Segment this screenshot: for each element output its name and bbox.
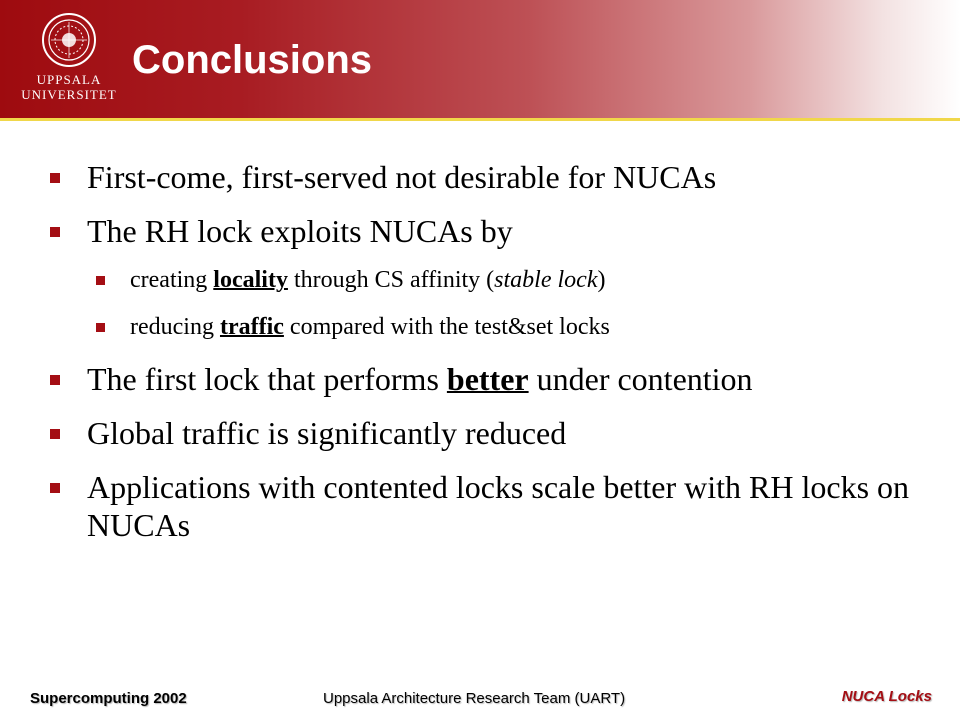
footer-conference: Supercomputing 2002 xyxy=(30,690,187,707)
square-bullet-icon xyxy=(96,276,105,285)
bullet-text: First-come, first-served not desirable for NUCAs xyxy=(87,159,717,195)
square-bullet-icon xyxy=(50,173,60,183)
bullet-item xyxy=(50,158,920,196)
bullet-item xyxy=(50,468,920,544)
bullet-text: reducing xyxy=(130,314,220,340)
square-bullet-icon xyxy=(50,375,60,385)
square-bullet-icon xyxy=(50,483,60,493)
emphasized-term: locality xyxy=(213,267,288,293)
bullet-text: creating xyxy=(130,267,214,293)
bullet-text: Global traffic is significantly reduced xyxy=(87,415,567,451)
bullet-text: compared with the test&set locks xyxy=(283,314,610,340)
bullet-text: The first lock that performs xyxy=(87,361,447,397)
italic-term: stable lock xyxy=(494,267,598,293)
sub-bullet-item xyxy=(50,313,920,341)
bullet-text: through CS affinity ( xyxy=(287,267,495,293)
bullet-text: ) xyxy=(597,267,606,293)
square-bullet-icon xyxy=(50,227,60,237)
university-seal-icon xyxy=(41,12,97,68)
slide-footer xyxy=(0,690,960,720)
emphasized-term: traffic xyxy=(219,314,284,340)
sub-bullet-item xyxy=(50,266,920,294)
footer-topic: NUCA Locks xyxy=(841,688,932,705)
bullet-item xyxy=(50,212,920,250)
bullet-item xyxy=(50,360,920,398)
footer-team: Uppsala Architecture Research Team (UART) xyxy=(323,690,626,707)
bullet-text: under contention xyxy=(528,361,753,397)
bullet-item xyxy=(50,414,920,452)
bullet-text: Applications with contented locks scale better with RH locks on NUCAs xyxy=(87,469,910,543)
bullet-list xyxy=(50,158,920,560)
university-logo xyxy=(14,12,124,112)
slide-title: Conclusions xyxy=(132,38,373,82)
emphasized-term: better xyxy=(446,361,529,397)
square-bullet-icon xyxy=(50,429,60,439)
header-divider xyxy=(0,118,960,121)
logo-text: UPPSALA UNIVERSITET xyxy=(21,72,117,102)
square-bullet-icon xyxy=(96,323,105,332)
bullet-text: The RH lock exploits NUCAs by xyxy=(87,213,513,249)
